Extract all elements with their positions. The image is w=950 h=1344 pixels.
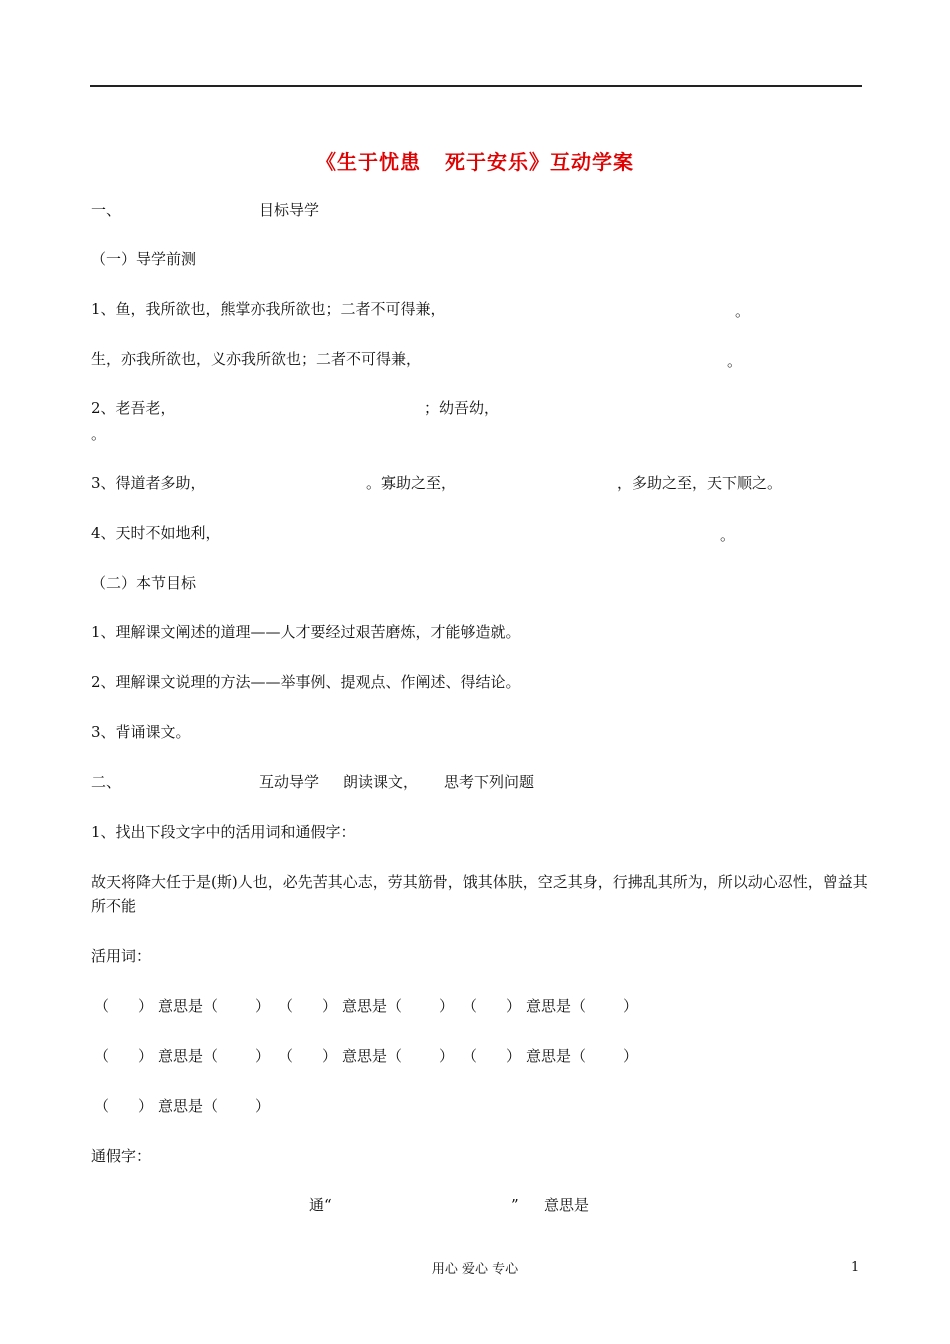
blank-end: ）	[255, 1047, 271, 1065]
goal-item: 1、理解课文阐述的道理——人才要经过艰苦磨炼，才能够造就。	[91, 623, 521, 641]
page-footer: 用心 爱心 专心	[431, 1262, 519, 1277]
section2-instruction-a: 朗读课文，	[343, 773, 419, 791]
blank-open: （	[462, 997, 478, 1015]
blank-meaning: 意思是（	[158, 1097, 219, 1115]
blank-end: ）	[623, 997, 639, 1015]
blank-close: ）	[506, 1047, 522, 1065]
blank-open: （	[462, 1047, 478, 1065]
question-3-end: ，多助之至，天下顺之。	[617, 474, 783, 492]
section2-title: 互动导学	[259, 773, 320, 791]
section1-title: 目标导学	[259, 201, 320, 219]
blank-close: ）	[322, 1047, 338, 1065]
task-1: 1、找出下段文字中的活用词和通假字：	[91, 823, 356, 841]
classical-passage: 故天将降大任于是(斯)人也，必先苦其心志，劳其筋骨，饿其体肤，空乏其身，行拂乱其所为，所以动心忍性，曾益其所不能	[91, 873, 868, 915]
blank-meaning: 意思是（	[342, 997, 403, 1015]
blank-end: ）	[255, 997, 271, 1015]
page-number: 1	[851, 1260, 860, 1275]
title-right: 死于安乐》互动学案	[445, 150, 634, 174]
tongjia-label: 通假字：	[91, 1147, 152, 1165]
question-1b-end: 。	[727, 352, 743, 370]
blank-meaning: 意思是（	[526, 1047, 587, 1065]
question-3-mid: 。寡助之至，	[366, 474, 457, 492]
document-title	[0, 146, 950, 175]
question-1b: 生，亦我所欲也，义亦我所欲也；二者不可得兼，	[91, 350, 422, 368]
question-2: 2、老吾老，	[91, 399, 176, 417]
tongjia-tong: 通“	[309, 1196, 332, 1214]
blank-close: ）	[138, 997, 154, 1015]
blank-meaning: 意思是（	[526, 997, 587, 1015]
blank-meaning: 意思是（	[158, 1047, 219, 1065]
blank-open: （	[94, 1097, 110, 1115]
tongjia-meaning: 意思是	[544, 1196, 590, 1214]
blank-meaning: 意思是（	[158, 997, 219, 1015]
question-4: 4、天时不如地利，	[91, 524, 221, 542]
blank-end: ）	[439, 997, 455, 1015]
section2-number: 二、	[91, 773, 122, 791]
blank-open: （	[94, 1047, 110, 1065]
blank-close: ）	[138, 1097, 154, 1115]
question-3: 3、得道者多助，	[91, 474, 206, 492]
part2-heading: （二）本节目标	[91, 574, 197, 592]
huoyong-label: 活用词：	[91, 947, 152, 965]
blank-open: （	[278, 1047, 294, 1065]
question-4-end: 。	[720, 526, 736, 544]
question-1a-end: 。	[735, 302, 751, 320]
blank-end: ）	[255, 1097, 271, 1115]
part1-heading: （一）导学前测	[91, 250, 197, 268]
blank-end: ）	[623, 1047, 639, 1065]
blank-open: （	[94, 997, 110, 1015]
goal-item: 3、背诵课文。	[91, 723, 191, 741]
tongjia-close-quote: ”	[511, 1196, 519, 1214]
blank-meaning: 意思是（	[342, 1047, 403, 1065]
section2-instruction-b: 思考下列问题	[444, 773, 535, 791]
question-2-end: 。	[91, 425, 107, 443]
question-2-mid: ；幼吾幼，	[424, 399, 500, 417]
blank-end: ）	[439, 1047, 455, 1065]
blank-close: ）	[138, 1047, 154, 1065]
header-rule	[90, 85, 862, 87]
blank-close: ）	[506, 997, 522, 1015]
goal-item: 2、理解课文说理的方法——举事例、提观点、作阐述、得结论。	[91, 673, 521, 691]
blank-open: （	[278, 997, 294, 1015]
title-left: 《生于忧患	[316, 150, 421, 174]
blank-close: ）	[322, 997, 338, 1015]
question-1a: 1、鱼，我所欲也，熊掌亦我所欲也；二者不可得兼，	[91, 300, 446, 318]
section1-number: 一、	[91, 201, 122, 219]
